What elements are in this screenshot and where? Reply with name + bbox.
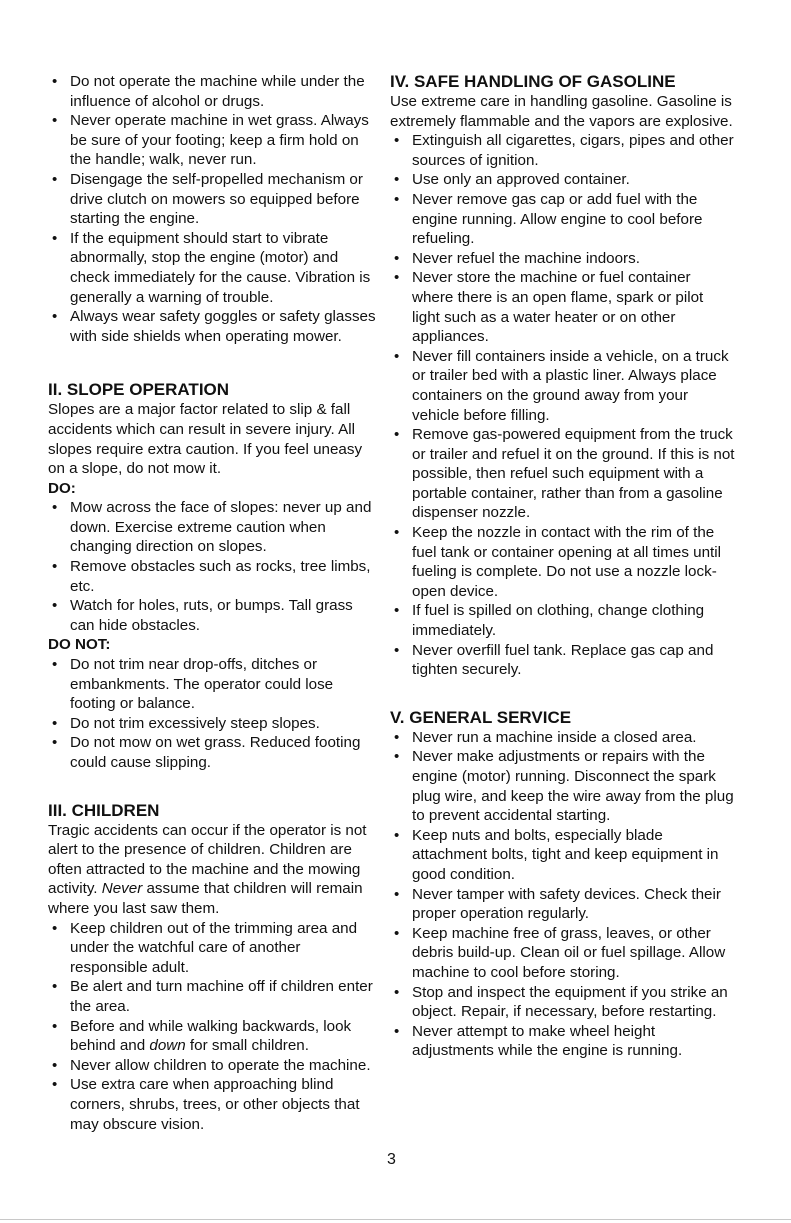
slope-operation-heading: II. SLOPE OPERATION (48, 380, 230, 400)
slope-do-list (48, 498, 378, 635)
list-item: • Never tamper with safety devices. Check their proper operation regularly. (390, 885, 735, 924)
down-emphasis: down (149, 1037, 186, 1055)
list-item: • Never attempt to make wheel height adjustments while the engine is running. (390, 1022, 735, 1061)
list-item: • Never refuel the machine indoors. (390, 249, 735, 269)
list-item: • Watch for holes, ruts, or bumps. Tall grass can hide obstacles. (48, 596, 378, 635)
list-item: • Before and while walking backwards, look behind and down for small children. (48, 1017, 378, 1056)
list-item: • Mow across the face of slopes: never up and down. Exercise extreme caution when changing direction on slopes. (48, 498, 378, 557)
children-heading: III. CHILDREN (48, 800, 160, 820)
general-service-list (390, 728, 735, 1061)
gasoline-heading: IV. SAFE HANDLING OF GASOLINE (390, 72, 676, 91)
children-list (48, 919, 378, 1135)
list-item: • Be alert and turn machine off if children enter the area. (48, 977, 378, 1016)
list-item: • Remove obstacles such as rocks, tree limbs, etc. (48, 557, 378, 596)
list-item: • If fuel is spilled on clothing, change clothing immediately. (390, 601, 735, 640)
page-number: 3 (387, 1151, 396, 1168)
list-item: • Never store the machine or fuel container where there is an open flame, spark or pilot light such as a water heater or on other appliances. (390, 268, 735, 346)
general-service-heading: V. GENERAL SERVICE (390, 707, 572, 727)
bottom-divider (0, 1219, 791, 1220)
list-item: • Remove gas-powered equipment from the truck or trailer and refuel it on the ground. If this is not possible, then refuel such equipment with a portable container, rather than from a gasoline dispenser nozzle. (390, 425, 735, 523)
list-item: • Keep children out of the trimming area and under the watchful care of another responsible adult. (48, 919, 378, 978)
list-item: • Never operate machine in wet grass. Always be sure of your footing; keep a firm hold on the handle; walk, never run. (48, 111, 378, 170)
never-emphasis: Never (101, 880, 143, 898)
list-item: • Do not mow on wet grass. Reduced footing could cause slipping. (48, 733, 378, 772)
list-item: • Use extra care when approaching blind corners, shrubs, trees, or other objects that may obscure vision. (48, 1075, 378, 1134)
list-item: • Disengage the self-propelled mechanism or drive clutch on mowers so equipped before starting the engine. (48, 170, 378, 229)
gasoline-list (390, 131, 735, 680)
list-item: • Never fill containers inside a vehicle, on a truck or trailer bed with a plastic liner. Always place containers on the ground away from your vehicle before filling. (390, 347, 735, 425)
list-item: • Never remove gas cap or add fuel with the engine running. Allow engine to cool before refueling. (390, 190, 735, 249)
list-item: • Stop and inspect the equipment if you strike an object. Repair, if necessary, before restarting. (390, 983, 735, 1022)
list-item: • Use only an approved container. (390, 170, 735, 190)
list-item: • Extinguish all cigarettes, cigars, pipes and other sources of ignition. (390, 131, 735, 170)
list-item: • Keep the nozzle in contact with the rim of the fuel tank or container opening at all times until fueling is complete. Do not use a nozzle lock-open device. (390, 523, 735, 601)
slope-do-not-list (48, 655, 378, 773)
left-column (48, 72, 378, 1134)
list-item: • Never run a machine inside a closed area. (390, 728, 735, 748)
list-item: • Do not trim excessively steep slopes. (48, 714, 378, 734)
slope-intro-paragraph: Slopes are a major factor related to slip & fall accidents which can result in severe injury. All slopes require extra caution. If you feel uneasy on a slope, do not mow it. (48, 401, 363, 478)
list-item: • Do not trim near drop-offs, ditches or embankments. The operator could lose footing or balance. (48, 655, 378, 714)
list-item: • Keep machine free of grass, leaves, or other debris build-up. Clean oil or fuel spillage. Allow machine to cool before storing. (390, 924, 735, 983)
list-item: • Never overfill fuel tank. Replace gas cap and tighten securely. (390, 641, 735, 680)
list-item: • Never allow children to operate the machine. (48, 1056, 378, 1076)
right-column (390, 72, 735, 1061)
gasoline-intro-paragraph: Use extreme care in handling gasoline. Gasoline is extremely flammable and the vapors are explosive. (390, 93, 733, 130)
do-not-label: DO NOT: (48, 636, 111, 654)
children-intro-paragraph: Tragic accidents can occur if the operator is not alert to the presence of children. Children are often attracted to the machine and the mowing activity. Never assume that children will remain where you last saw them. (48, 821, 367, 917)
do-label: DO: (48, 479, 76, 497)
intro-bullet-list (48, 72, 378, 346)
list-item: • Do not operate the machine while under the influence of alcohol or drugs. (48, 72, 378, 111)
list-item: • Always wear safety goggles or safety glasses with side shields when operating mower. (48, 307, 378, 346)
list-item: • If the equipment should start to vibrate abnormally, stop the engine (motor) and check immediately for the cause. Vibration is generally a warning of trouble. (48, 229, 378, 307)
list-item: • Never make adjustments or repairs with the engine (motor) running. Disconnect the spark plug wire, and keep the wire away from the plug to prevent accidental starting. (390, 747, 735, 825)
list-item: • Keep nuts and bolts, especially blade attachment bolts, tight and keep equipment in good condition. (390, 826, 735, 885)
